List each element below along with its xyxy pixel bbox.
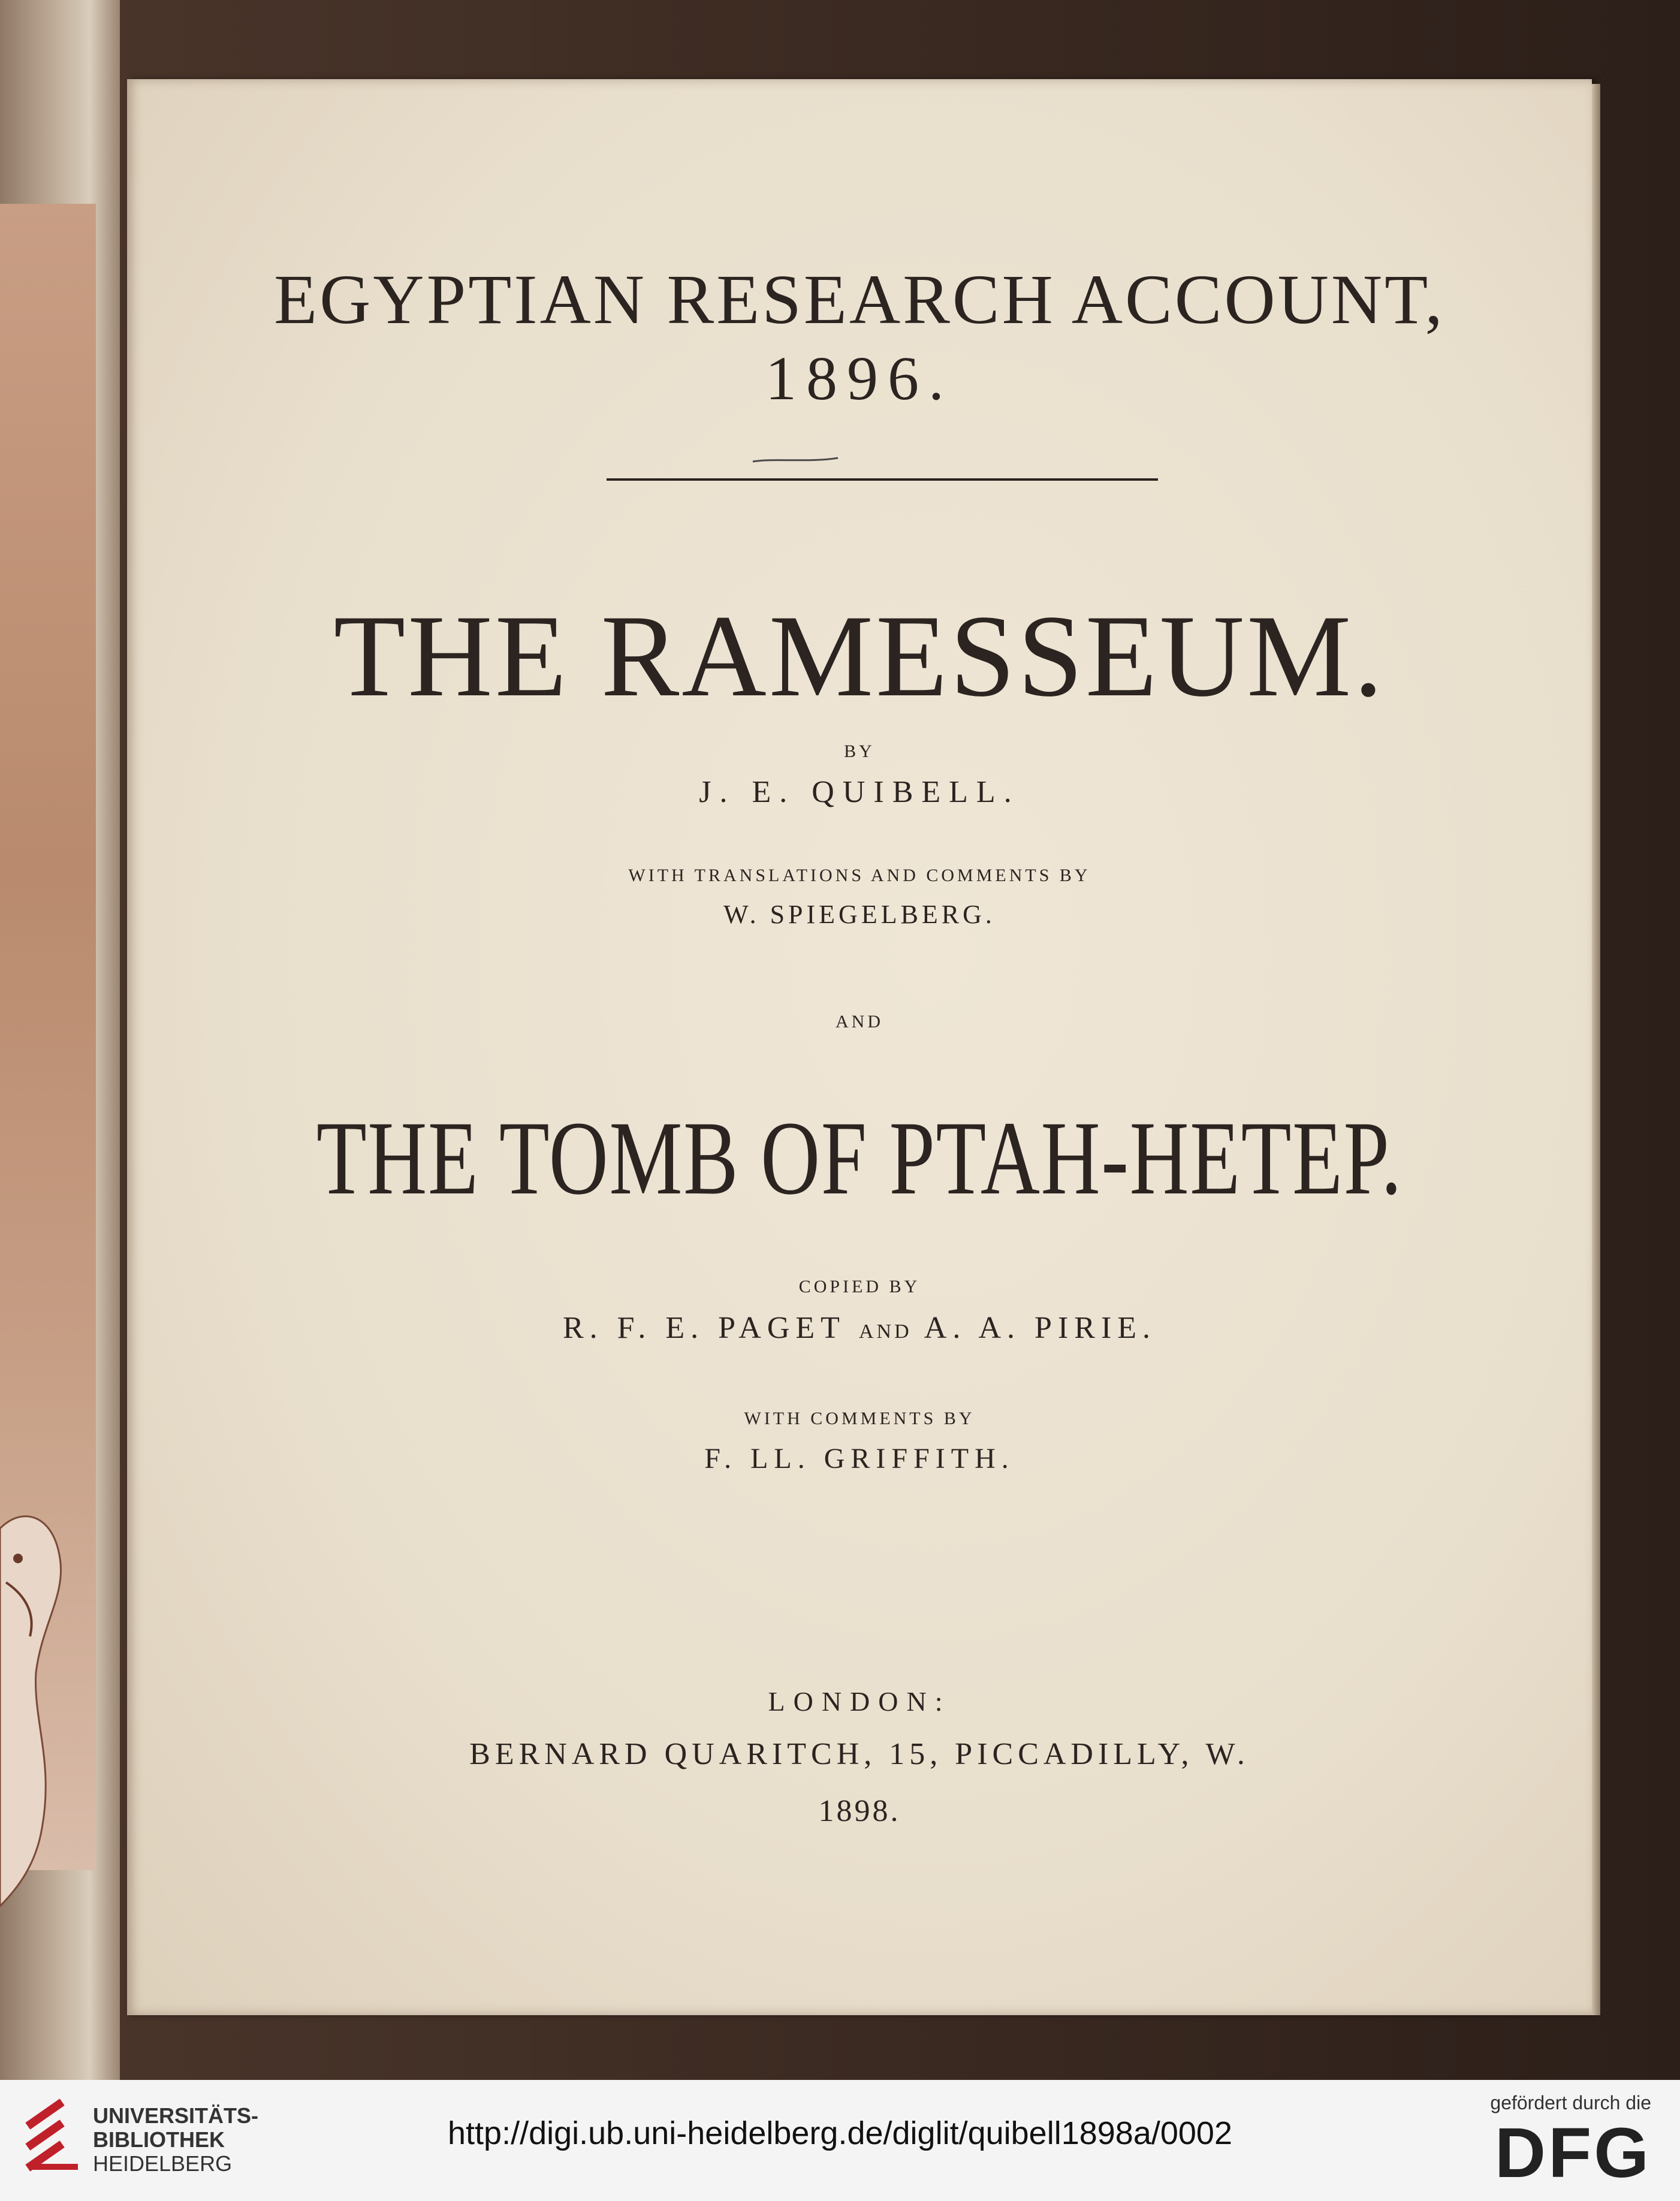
imprint-publisher: BERNARD QUARITCH, 15, PICCADILLY, W. bbox=[469, 1737, 1250, 1771]
by-label: BY bbox=[844, 741, 875, 761]
pencil-mark bbox=[750, 456, 840, 464]
comments-label: WITH COMMENTS BY bbox=[744, 1409, 975, 1428]
copied-by-label: COPIED BY bbox=[798, 1277, 921, 1297]
translations-label: WITH TRANSLATIONS AND COMMENTS BY bbox=[628, 866, 1091, 885]
dfg-logo: DFG bbox=[1494, 2113, 1651, 2193]
copyists bbox=[127, 1310, 1592, 1346]
author-pirie: A. A. PIRIE. bbox=[924, 1311, 1157, 1345]
title-page bbox=[127, 79, 1592, 2015]
left-page bbox=[0, 0, 120, 2080]
author-quibell: J. E. QUIBELL. bbox=[699, 775, 1020, 809]
page-edge bbox=[1592, 84, 1600, 2015]
imprint-place: LONDON: bbox=[768, 1686, 951, 1717]
author-spiegelberg: W. SPIEGELBERG. bbox=[723, 900, 996, 929]
title-rule bbox=[607, 478, 1158, 481]
plate-illustration bbox=[0, 1493, 72, 1912]
and-label: AND bbox=[836, 1012, 883, 1032]
footer-bar bbox=[0, 2080, 1680, 2201]
facing-plate bbox=[0, 204, 96, 1870]
permalink-url[interactable]: http://digi.ub.uni-heidelberg.de/diglit/quibell1898a/0002 bbox=[448, 2115, 1232, 2151]
second-title: THE TOMB OF PTAH-HETEP. bbox=[316, 1100, 1403, 1217]
and-connector: AND bbox=[858, 1320, 912, 1343]
funding-caption: gefördert durch die bbox=[1490, 2092, 1651, 2113]
library-line-2: BIBLIOTHEK bbox=[93, 2127, 225, 2152]
author-paget: R. F. E. PAGET bbox=[562, 1311, 845, 1345]
series-title: EGYPTIAN RESEARCH ACCOUNT, bbox=[274, 260, 1445, 339]
library-line-1: UNIVERSITÄTS- bbox=[93, 2103, 259, 2128]
imprint-year: 1898. bbox=[818, 1794, 901, 1828]
main-title: THE RAMESSEUM. bbox=[333, 591, 1386, 721]
series-year: 1896. bbox=[765, 344, 954, 413]
library-line-3: HEIDELBERG bbox=[93, 2151, 233, 2176]
author-griffith: F. LL. GRIFFITH. bbox=[704, 1443, 1015, 1475]
